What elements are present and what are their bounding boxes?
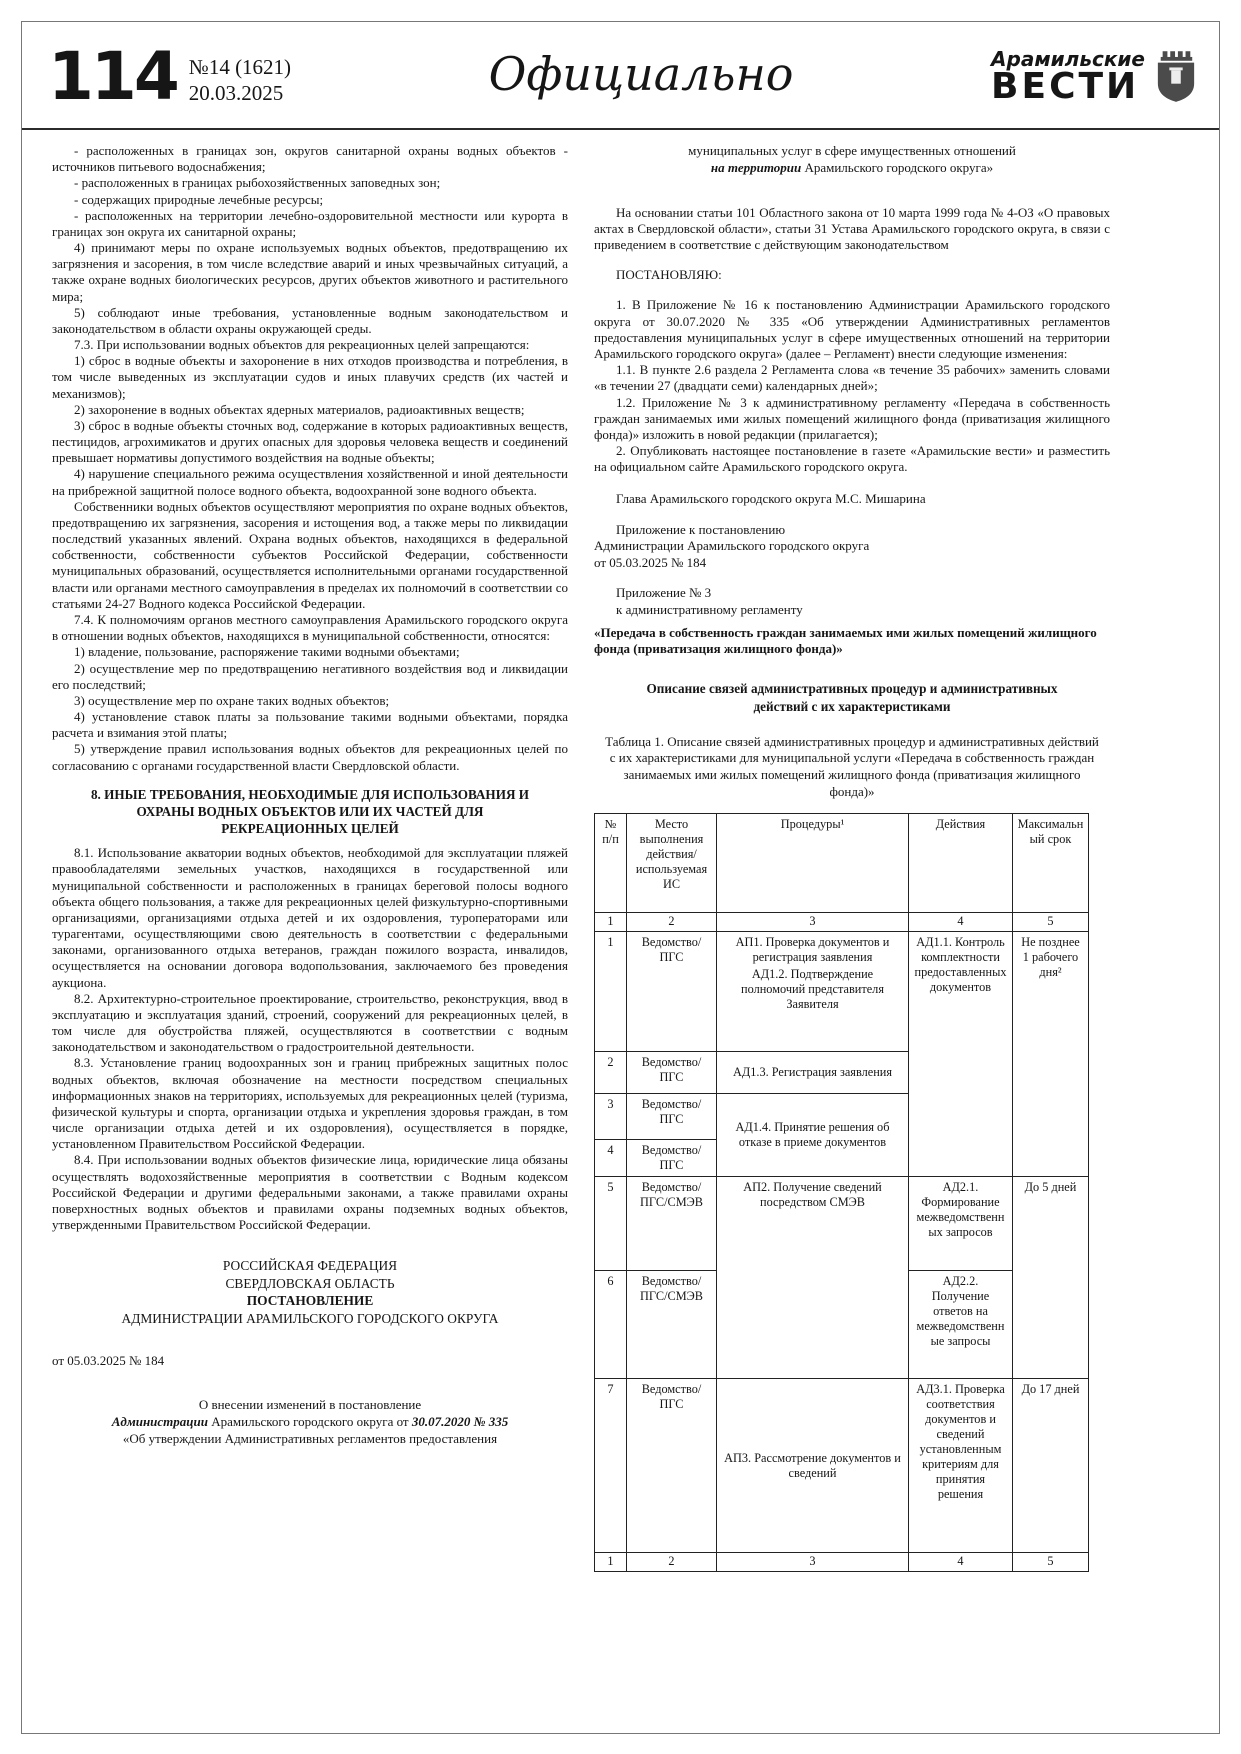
page-number: 114: [48, 37, 177, 115]
issue-block: [189, 48, 291, 107]
content-columns: [22, 130, 1219, 1572]
cell-term: Не позднее 1 рабочего дня²: [1013, 932, 1089, 1177]
decree-title-emphasis: Администрации: [111, 1414, 208, 1430]
paragraph: 5) утверждение правил использования водных объектов для рекреационных целей по согласованию с органами государственной власти Свердловской области.: [52, 741, 568, 773]
section-8-heading: 8. ИНЫЕ ТРЕБОВАНИЯ, НЕОБХОДИМЫЕ ДЛЯ ИСПОЛЬЗОВАНИЯ И ОХРАНЫ ВОДНЫХ ОБЪЕКТОВ ИЛИ ИХ ЧАСТЕЙ ДЛЯ РЕКРЕАЦИОННЫХ ЦЕЛЕЙ: [90, 786, 530, 837]
cell-place: Ведомство/ПГС/СМЭВ: [627, 1177, 717, 1271]
cell-action: АД2.1. Формирование межведомственных запросов: [909, 1177, 1013, 1271]
issue-date: 20.03.2025: [188, 81, 284, 105]
paragraph: 3) сброс в водные объекты сточных вод, содержание в которых радиоактивных веществ, пестицидов, агрохимикатов и других опасных для здоровья человека веществ и соединений превышает нормативы допустимого воздействия на водные объекты;: [52, 417, 568, 466]
cell-place: Ведомство/ПГС: [627, 1052, 717, 1094]
column-number: 3: [717, 1553, 909, 1572]
col-header-term: Максимальный срок: [1013, 814, 1089, 913]
cell-num: 1: [595, 932, 627, 1052]
cell-place: Ведомство/ПГС: [627, 932, 717, 1052]
title-continuation-text: Арамильского городского округа»: [801, 159, 994, 175]
decree-heading-block: [52, 1257, 568, 1327]
paragraph: 1. В Приложение № 16 к постановлению Администрации Арамильского городского округа от 30.07.2020 № 335 «Об утверждении Административных регламентов предоставления муниципальных услуг в сфере имущественных отношений на территории Арамильского городского округа» (далее – Регламент) внести следующие изменения:: [594, 297, 1110, 361]
paragraph: 1.2. Приложение № 3 к административному регламенту «Передача в собственность граждан занимаемых ими жилых помещений жилищного фонда (приватизация жилищного фонда)» изложить в новой редакции (прилагается);: [594, 394, 1110, 442]
column-number: 4: [909, 913, 1013, 932]
paragraph: 8.1. Использование акватории водных объектов, необходимой для эксплуатации пляжей правообладателями земельных участков, находящихся в государственной или муниципальной собственности и расположенных в границах береговой полосы водного объекта общего пользования, а также для рекреационных целей физкультурно-спортивными организациями, организациями отдыха детей и их оздоровления, туроператорами или турагентами, осуществляющими свою деятельность в соответствии с федеральными законами, организованного отдыха ветеранов, граждан пожилого возраста, инвалидов, осуществляется на основании договора водопользования, заключаемого без проведения аукциона.: [52, 845, 568, 990]
paragraph: 4) установление ставок платы за пользование такими водными объектами, порядка расчета и взимания этой платы;: [52, 709, 568, 741]
section-title: Официально: [488, 47, 794, 101]
paragraph: 2) захоронение в водных объектах ядерных материалов, радиоактивных веществ;: [74, 401, 525, 417]
right-column: [594, 143, 1110, 1572]
cell-num: 3: [595, 1094, 627, 1140]
paragraph: - расположенных в границах зон, округов санитарной охраны водных объектов - источников питьевого водоснабжения;: [52, 143, 568, 175]
title-continuation-line: муниципальных услуг в сфере имущественных отношений: [688, 143, 1016, 158]
cell-procedure: АД1.4. Принятие решения об отказе в приеме документов: [717, 1094, 909, 1177]
cell-procedure: [717, 932, 909, 1052]
cell-num: 6: [595, 1271, 627, 1379]
title-continuation-line: [594, 160, 1110, 177]
appendix-reference-block: [594, 522, 1110, 572]
decree-title-emphasis: 30.07.2020 № 335: [411, 1414, 509, 1430]
decree-line-federation: РОССИЙСКАЯ ФЕДЕРАЦИЯ: [222, 1258, 398, 1274]
cell-term: До 5 дней: [1013, 1177, 1089, 1379]
column-number: 2: [627, 913, 717, 932]
cell-procedure: АД1.3. Регистрация заявления: [717, 1052, 909, 1094]
appendix-line: к административному регламенту: [616, 602, 803, 618]
decree-title-block: [52, 1397, 568, 1448]
column-number: 2: [627, 1553, 717, 1572]
cell-procedure: АП3. Рассмотрение документов и сведений: [717, 1379, 909, 1553]
cell-num: 2: [595, 1052, 627, 1094]
paragraph: 4) принимают меры по охране используемых водных объектов, предотвращению их загрязнения и засорения, в том числе вследствие аварий и иных чрезвычайных ситуаций, а также охране водных биологических ресурсов, других объектов животного и растительного мира;: [52, 240, 568, 304]
table-caption: Таблица 1. Описание связей административных процедур и административных действий с их характеристиками для муниципальной услуги «Передача в собственность граждан занимаемых ими жилых помещений жилищного фонда (приватизация жилищного фонда)»: [605, 733, 1099, 800]
cell-place: Ведомство/ПГС/СМЭВ: [627, 1271, 717, 1379]
paragraph: 4) нарушение специального режима осуществления хозяйственной и иной деятельности на прибрежной защитной полосе водного объекта, водоохранной зоне водного объекта.: [52, 466, 568, 498]
cell-action: АД1.1. Контроль комплектности предоставленных документов: [909, 932, 1013, 1177]
title-continuation-emphasis: на территории: [710, 159, 802, 175]
paragraph: На основании статьи 101 Областного закона от 10 марта 1999 года № 4-ОЗ «О правовых актах в Свердловской области», статьи 31 Устава Арамильского городского округа, в связи с приведением в соответствие с действующим законодательством: [594, 204, 1110, 253]
paragraph: 2) осуществление мер по предотвращению негативного воздействия вод и ликвидации его последствий;: [52, 660, 568, 692]
masthead: [22, 22, 1219, 128]
appendix-line: Приложение № 3: [616, 585, 712, 601]
paragraph: 7.3. При использовании водных объектов для рекреационных целей запрещаются:: [74, 337, 530, 353]
column-number: 5: [1013, 913, 1089, 932]
page-frame: [21, 21, 1220, 1734]
cell-num: 5: [595, 1177, 627, 1271]
table-row: [595, 1177, 1089, 1271]
decree-line-authority: АДМИНИСТРАЦИИ АРАМИЛЬСКОГО ГОРОДСКОГО ОКРУГА: [121, 1310, 499, 1326]
col-header-num: № п/п: [595, 814, 627, 913]
cell-place: Ведомство/ПГС: [627, 1140, 717, 1177]
cell-place: Ведомство/ПГС: [627, 1094, 717, 1140]
paragraph: - расположенных в границах рыбохозяйственных заповедных зон;: [74, 175, 441, 191]
column-number-row: [595, 913, 1089, 932]
col-header-place: Место выполнения действия/используемая ИС: [627, 814, 717, 913]
paragraph: 1) сброс в водные объекты и захоронение в них отходов производства и потребления, в том числе выведенных из эксплуатации судов и иных плавучих средств (их частей и механизмов);: [52, 353, 568, 401]
paragraph: - содержащих природные лечебные ресурсы;: [74, 191, 324, 207]
decree-title-line: «Об утверждении Административных регламентов предоставления: [122, 1430, 498, 1446]
cell-num: 7: [595, 1379, 627, 1553]
signature-line: Глава Арамильского городского округа М.С. Мишарина: [616, 491, 926, 507]
appendix-3-block: [594, 585, 1110, 658]
issue-number: №14 (1621): [188, 54, 292, 79]
decree-title-line: [52, 1414, 568, 1431]
description-heading: Описание связей административных процедур и административных действий с их характеристиками: [646, 680, 1058, 714]
decree-line-region: СВЕРДЛОВСКАЯ ОБЛАСТЬ: [225, 1275, 395, 1291]
paragraph: - расположенных на территории лечебно-оздоровительной местности или курорта в границах зон округа их санитарной охраны;: [52, 207, 568, 239]
appendix-line: Администрации Арамильского городского округа: [594, 538, 870, 554]
paragraph: 8.2. Архитектурно-строительное проектирование, строительство, реконструкция, ввод в эксплуатацию и эксплуатация зданий, строений, сооружений для рекреационных целей, в том числе для обустройства пляжей, осуществляются в соответствии с водным законодательством и законодательством о градостроительной деятельности.: [52, 990, 568, 1055]
coat-of-arms-icon: [1155, 50, 1197, 104]
cell-action: АД3.1. Проверка соответствия документов и сведений установленным критериям для принятия решения: [909, 1379, 1013, 1553]
column-number: 1: [595, 1553, 627, 1572]
col-header-procedures: Процедуры¹: [717, 814, 909, 913]
paragraph: 1) владение, пользование, распоряжение такими водными объектами;: [74, 644, 460, 660]
decree-line-type: ПОСТАНОВЛЕНИЕ: [246, 1293, 374, 1309]
table-row: [595, 932, 1089, 1052]
left-column: [52, 143, 568, 1572]
cell-place: Ведомство/ПГС: [627, 1379, 717, 1553]
col-header-actions: Действия: [909, 814, 1013, 913]
paragraph: 5) соблюдают иные требования, установленные водным законодательством и законодательством в области охраны окружающей среды.: [52, 304, 568, 336]
procedures-table: [594, 813, 1089, 1572]
paragraph: 8.4. При использовании водных объектов физические лица, юридические лица обязаны осуществлять водохозяйственные мероприятия в соответствии с Водным кодексом Российской Федерации и другими федеральными законами, а также правилами охраны поверхностных водных объектов и правилами охраны подземных водных объектов, утвержденными Правительством Российской Федерации.: [52, 1152, 568, 1233]
column-number-row: [595, 1553, 1089, 1572]
brand-text: [991, 49, 1145, 105]
cell-procedure: АП2. Получение сведений посредством СМЭВ: [717, 1177, 909, 1379]
column-number: 3: [717, 913, 909, 932]
cell-action: АД2.2. Получение ответов на межведомственные запросы: [909, 1271, 1013, 1379]
brand-logo: [991, 49, 1197, 105]
column-number: 1: [595, 913, 627, 932]
decree-title-line: О внесении изменений в постановление: [198, 1397, 422, 1413]
appendix-line: Приложение к постановлению: [616, 521, 786, 537]
cell-num: 4: [595, 1140, 627, 1177]
table-header-row: [595, 814, 1089, 913]
procedure-text: АП1. Проверка документов и регистрация заявления: [735, 935, 890, 965]
decree-title-text: Арамильского городского округа от: [207, 1414, 412, 1430]
paragraph: 8.3. Установление границ водоохранных зон и границ прибрежных защитных полос водных объектов, включая обозначение на местности посредством специальных информационных знаков на территориях, используемых для рекреационных целей (туризма, физической культуры и спорта, организации отдыха и укрепления здоровья граждан, в том числе организации отдыха детей и их оздоровления), осуществляется в порядке, установленном Правительством Российской Федерации.: [52, 1055, 568, 1152]
paragraph: 7.4. К полномочиям органов местного самоуправления Арамильского городского округа в отношении водных объектов, находящихся в муниципальной собственности, относятся:: [52, 611, 568, 644]
cell-term: До 17 дней: [1013, 1379, 1089, 1553]
paragraph: 3) осуществление мер по охране таких водных объектов;: [74, 692, 390, 708]
appendix-title: «Передача в собственность граждан занимаемых ими жилых помещений жилищного фонда (приватизация жилищного фонда)»: [594, 624, 1097, 657]
paragraph: 2. Опубликовать настоящее постановление в газете «Арамильские вести» и разместить на официальном сайте Арамильского городского округа.: [594, 443, 1110, 475]
column-number: 4: [909, 1553, 1013, 1572]
procedure-text: АД1.2. Подтверждение полномочий представителя Заявителя: [741, 967, 884, 1012]
appendix-line: от 05.03.2025 № 184: [594, 554, 707, 570]
brand-name-top: Арамильские: [991, 47, 1145, 71]
resolve-keyword: ПОСТАНОВЛЯЮ:: [616, 267, 722, 283]
paragraph: Собственники водных объектов осуществляют мероприятия по охране водных объектов, предотвращению их загрязнения, засорения и истощения вод, а также меры по ликвидации последствий указанных явлений. Охрана водных объектов, находящихся в федеральной собственности, собственности субъектов Российской Федерации, собственности муниципальных образований, осуществляется исполнительными органами государственной власти или органами местного самоуправления в пределах их полномочий в соответствии со статьями 24-27 Водного кодекса Российской Федерации.: [52, 498, 568, 611]
paragraph: 1.1. В пункте 2.6 раздела 2 Регламента слова «в течение 35 рабочих» заменить словами «в течении 27 (двадцати семи) календарных дней»;: [594, 362, 1110, 394]
column-number: 5: [1013, 1553, 1089, 1572]
decree-date-line: от 05.03.2025 № 184: [52, 1352, 165, 1368]
brand-name-bottom: ВЕСТИ: [991, 66, 1140, 107]
table-row: [595, 1379, 1089, 1553]
